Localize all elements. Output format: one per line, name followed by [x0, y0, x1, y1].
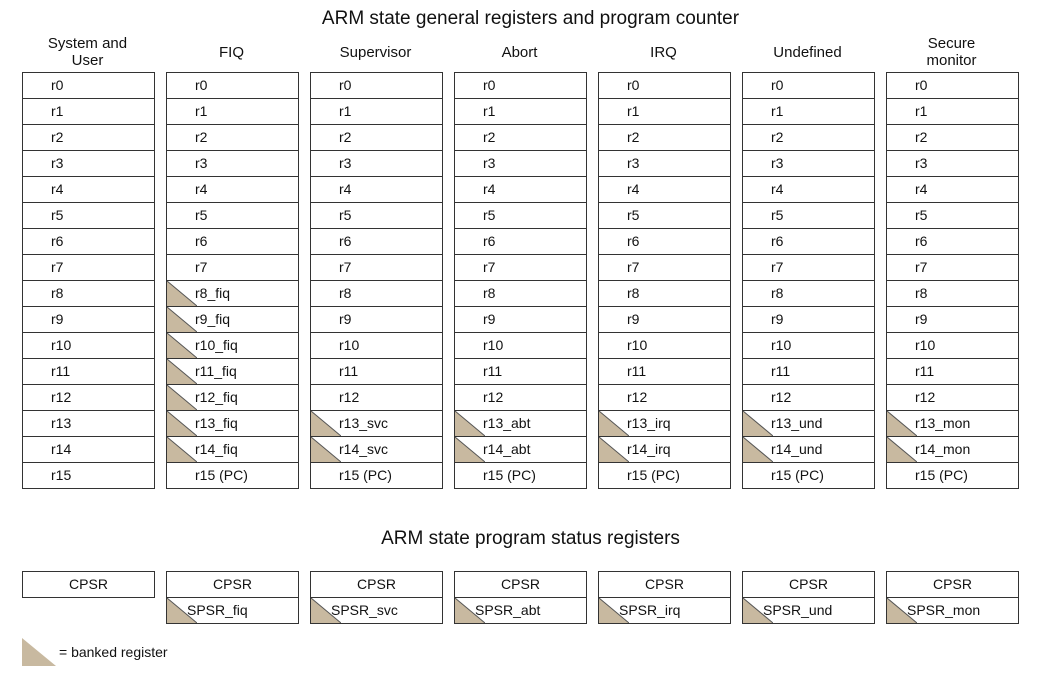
status-register-cell-label: SPSR_fiq [187, 602, 248, 618]
register-cell [167, 437, 298, 463]
status-register-cell [167, 598, 298, 624]
register-cell [23, 151, 154, 177]
register-cell [455, 333, 586, 359]
register-cell [887, 73, 1018, 99]
status-register-cell-label: CPSR [789, 576, 828, 592]
register-cell-label: r14_mon [915, 441, 971, 457]
status-register-cell [311, 598, 442, 624]
register-cell [23, 125, 154, 151]
register-cell-label: r1 [339, 103, 352, 119]
register-cell [455, 463, 586, 489]
register-cell [743, 151, 874, 177]
register-cell [311, 125, 442, 151]
status-registers-title: ARM state program status registers [381, 528, 680, 549]
register-cell-label: r1 [771, 103, 784, 119]
banked-triangle-icon [22, 638, 56, 666]
register-cell-label: r3 [51, 155, 64, 171]
register-cell [743, 359, 874, 385]
status-register-stack [742, 571, 875, 624]
mode-header: Secure monitor [926, 35, 977, 69]
mode-header: Undefined [773, 43, 842, 61]
register-cell-label: r5 [483, 207, 496, 223]
register-cell [167, 411, 298, 437]
register-cell [311, 177, 442, 203]
register-cell-label: r4 [915, 181, 928, 197]
register-cell-label: r3 [627, 155, 640, 171]
register-cell [23, 411, 154, 437]
register-cell-label: r10 [339, 337, 360, 353]
register-cell-label: r8 [51, 285, 64, 301]
status-register-cell-label: CPSR [69, 576, 108, 592]
status-register-cell-label: SPSR_irq [619, 602, 681, 618]
banked-triangle-icon [167, 333, 197, 358]
status-register-cell [887, 598, 1018, 624]
register-cell [887, 255, 1018, 281]
status-register-cell [599, 598, 730, 624]
register-cell [167, 229, 298, 255]
register-cell [311, 203, 442, 229]
register-cell-label: r6 [483, 233, 496, 249]
status-register-stack [454, 571, 587, 624]
register-cell [743, 255, 874, 281]
register-cell [599, 411, 730, 437]
register-cell [887, 359, 1018, 385]
register-cell [743, 177, 874, 203]
status-register-cell-label: SPSR_mon [907, 602, 981, 618]
register-cell [167, 359, 298, 385]
register-cell-label: r10 [483, 337, 504, 353]
register-cell-label: r12 [483, 389, 504, 405]
register-cell-label: r6 [627, 233, 640, 249]
register-cell [455, 437, 586, 463]
register-cell-label: r15 [51, 467, 72, 483]
register-cell [599, 437, 730, 463]
status-register-cell-label: SPSR_svc [331, 602, 398, 618]
register-cell-label: r2 [195, 129, 208, 145]
register-cell [887, 203, 1018, 229]
register-cell [167, 255, 298, 281]
register-cell-label: r0 [915, 77, 928, 93]
register-cell [455, 125, 586, 151]
register-cell-label: r4 [51, 181, 64, 197]
register-cell-label: r15 (PC) [771, 467, 824, 483]
register-cell-label: r12 [339, 389, 360, 405]
register-cell [455, 99, 586, 125]
register-cell-label: r15 (PC) [339, 467, 392, 483]
register-cell [23, 281, 154, 307]
register-cell [455, 385, 586, 411]
register-cell-label: r0 [195, 77, 208, 93]
register-cell-label: r10_fiq [195, 337, 238, 353]
register-cell [311, 333, 442, 359]
register-cell [455, 411, 586, 437]
register-cell-label: r1 [483, 103, 496, 119]
register-cell-label: r13_abt [483, 415, 531, 431]
register-cell-label: r3 [771, 155, 784, 171]
register-cell-label: r9 [771, 311, 784, 327]
register-cell-label: r14_irq [627, 441, 671, 457]
register-cell-label: r12 [51, 389, 72, 405]
register-cell-label: r12 [915, 389, 936, 405]
register-cell-label: r5 [915, 207, 928, 223]
register-cell [167, 177, 298, 203]
register-cell [167, 203, 298, 229]
register-cell-label: r7 [627, 259, 640, 275]
register-cell [743, 125, 874, 151]
register-cell [311, 229, 442, 255]
register-cell-label: r7 [483, 259, 496, 275]
register-cell [311, 463, 442, 489]
status-register-cell-label: CPSR [501, 576, 540, 592]
register-cell-label: r1 [51, 103, 64, 119]
register-stack [22, 72, 155, 489]
status-register-cell-label: CPSR [213, 576, 252, 592]
mode-header: Abort [501, 43, 538, 61]
register-cell [455, 73, 586, 99]
register-cell-label: r13_fiq [195, 415, 238, 431]
register-cell [743, 463, 874, 489]
register-cell [599, 333, 730, 359]
banked-triangle-icon [311, 411, 341, 436]
register-cell-label: r8 [627, 285, 640, 301]
register-cell [887, 281, 1018, 307]
register-cell-label: r0 [51, 77, 64, 93]
register-cell-label: r8_fiq [195, 285, 231, 301]
status-register-stack [310, 571, 443, 624]
register-cell [743, 73, 874, 99]
register-cell [455, 359, 586, 385]
register-cell [455, 203, 586, 229]
register-cell [167, 151, 298, 177]
register-diagram-title: ARM state general registers and program counter [321, 8, 740, 29]
register-cell-label: r14_svc [339, 441, 389, 457]
register-cell [599, 359, 730, 385]
register-cell-label: r10 [627, 337, 648, 353]
register-stack [742, 72, 875, 489]
register-cell [167, 125, 298, 151]
register-cell [887, 437, 1018, 463]
register-cell-label: r11 [483, 363, 503, 379]
register-cell [455, 177, 586, 203]
register-cell [167, 463, 298, 489]
register-cell-label: r11 [915, 363, 935, 379]
register-cell-label: r0 [627, 77, 640, 93]
register-cell [599, 125, 730, 151]
register-cell [743, 203, 874, 229]
register-cell [23, 359, 154, 385]
register-cell-label: r15 (PC) [627, 467, 680, 483]
register-cell-label: r5 [51, 207, 64, 223]
register-stack [454, 72, 587, 489]
register-cell-label: r6 [195, 233, 208, 249]
status-register-stack [22, 571, 155, 598]
register-cell [23, 73, 154, 99]
register-cell [23, 177, 154, 203]
register-cell-label: r1 [627, 103, 640, 119]
banked-triangle-icon [887, 437, 917, 462]
register-stack [886, 72, 1019, 489]
register-cell-label: r12 [771, 389, 792, 405]
register-cell [599, 99, 730, 125]
register-cell-label: r8 [771, 285, 784, 301]
register-cell-label: r7 [195, 259, 208, 275]
register-cell [743, 437, 874, 463]
register-cell [599, 73, 730, 99]
register-cell [311, 99, 442, 125]
register-cell [23, 255, 154, 281]
register-cell [311, 359, 442, 385]
register-cell [23, 307, 154, 333]
register-cell-label: r7 [339, 259, 352, 275]
register-cell [23, 99, 154, 125]
register-cell-label: r2 [915, 129, 928, 145]
register-cell [599, 151, 730, 177]
register-cell [455, 307, 586, 333]
register-cell-label: r10 [51, 337, 72, 353]
register-cell-label: r15 (PC) [915, 467, 968, 483]
register-cell-label: r14_abt [483, 441, 531, 457]
register-cell-label: r7 [771, 259, 784, 275]
register-cell [743, 385, 874, 411]
register-cell-label: r4 [195, 181, 208, 197]
register-cell-label: r13_mon [915, 415, 971, 431]
register-cell-label: r3 [915, 155, 928, 171]
register-cell [311, 385, 442, 411]
status-register-cell [311, 572, 442, 598]
register-cell-label: r11 [51, 363, 71, 379]
register-cell-label: r14_fiq [195, 441, 238, 457]
register-cell [311, 73, 442, 99]
register-cell [743, 411, 874, 437]
register-cell [599, 307, 730, 333]
register-cell [311, 437, 442, 463]
register-cell [887, 99, 1018, 125]
register-cell [455, 255, 586, 281]
banked-triangle-icon [743, 437, 773, 462]
register-cell-label: r15 (PC) [483, 467, 536, 483]
register-cell-label: r3 [483, 155, 496, 171]
banked-triangle-icon [167, 359, 197, 384]
banked-triangle-icon [455, 437, 485, 462]
register-cell-label: r13_svc [339, 415, 389, 431]
register-cell [887, 411, 1018, 437]
register-cell-label: r13_und [771, 415, 823, 431]
register-cell [23, 333, 154, 359]
register-cell-label: r6 [51, 233, 64, 249]
register-cell [167, 385, 298, 411]
register-cell-label: r8 [483, 285, 496, 301]
register-cell-label: r7 [51, 259, 64, 275]
register-cell-label: r13 [51, 415, 72, 431]
register-cell [599, 255, 730, 281]
status-register-cell [455, 572, 586, 598]
register-cell-label: r5 [627, 207, 640, 223]
register-cell-label: r5 [339, 207, 352, 223]
register-cell-label: r8 [915, 285, 928, 301]
register-cell [743, 307, 874, 333]
register-cell-label: r8 [339, 285, 352, 301]
register-stack [598, 72, 731, 489]
register-cell [599, 229, 730, 255]
register-cell [887, 125, 1018, 151]
register-cell-label: r9 [51, 311, 64, 327]
register-cell-label: r1 [195, 103, 208, 119]
register-cell [23, 463, 154, 489]
banked-triangle-icon [167, 411, 197, 436]
register-cell [599, 203, 730, 229]
status-register-cell [599, 572, 730, 598]
status-register-cell [455, 598, 586, 624]
register-cell-label: r9 [483, 311, 496, 327]
register-cell [23, 437, 154, 463]
banked-triangle-icon [599, 411, 629, 436]
register-cell [887, 463, 1018, 489]
register-cell [167, 333, 298, 359]
register-cell [167, 281, 298, 307]
banked-triangle-icon [743, 411, 773, 436]
register-cell-label: r13_irq [627, 415, 671, 431]
register-cell [599, 385, 730, 411]
register-cell-label: r11 [627, 363, 647, 379]
register-cell-label: r6 [915, 233, 928, 249]
register-cell-label: r5 [771, 207, 784, 223]
register-cell [887, 151, 1018, 177]
status-register-stack [886, 571, 1019, 624]
register-cell-label: r11 [771, 363, 791, 379]
register-cell-label: r9_fiq [195, 311, 231, 327]
register-cell [23, 203, 154, 229]
register-cell-label: r11_fiq [195, 363, 237, 379]
register-cell-label: r6 [771, 233, 784, 249]
register-cell-label: r9 [915, 311, 928, 327]
register-cell [743, 281, 874, 307]
register-cell [455, 281, 586, 307]
register-cell-label: r4 [483, 181, 496, 197]
register-stack [310, 72, 443, 489]
register-cell [887, 333, 1018, 359]
banked-triangle-icon [455, 411, 485, 436]
register-cell [743, 229, 874, 255]
register-cell [599, 177, 730, 203]
register-cell [167, 307, 298, 333]
banked-triangle-icon [311, 437, 341, 462]
register-cell [599, 463, 730, 489]
register-cell-label: r0 [771, 77, 784, 93]
register-cell [455, 151, 586, 177]
register-cell [23, 229, 154, 255]
status-register-cell [743, 598, 874, 624]
register-cell-label: r14 [51, 441, 72, 457]
mode-header: Supervisor [339, 43, 412, 61]
register-cell-label: r11 [339, 363, 359, 379]
register-cell [743, 333, 874, 359]
register-cell-label: r2 [771, 129, 784, 145]
status-register-cell-label: CPSR [933, 576, 972, 592]
banked-triangle-icon [167, 307, 197, 332]
register-cell [887, 385, 1018, 411]
register-cell-label: r4 [339, 181, 352, 197]
banked-triangle-icon [887, 411, 917, 436]
status-register-cell [167, 572, 298, 598]
status-register-cell [887, 572, 1018, 598]
mode-header: System and User [47, 35, 128, 69]
register-cell [23, 385, 154, 411]
register-cell-label: r4 [771, 181, 784, 197]
register-cell-label: r2 [339, 129, 352, 145]
legend-label: = banked register [59, 644, 168, 660]
register-cell-label: r2 [483, 129, 496, 145]
register-cell [167, 99, 298, 125]
mode-header: FIQ [219, 43, 244, 61]
register-cell-label: r1 [915, 103, 928, 119]
register-cell [311, 151, 442, 177]
register-cell [455, 229, 586, 255]
register-cell [311, 307, 442, 333]
register-cell-label: r9 [339, 311, 352, 327]
mode-header: IRQ [650, 43, 677, 61]
status-register-stack [166, 571, 299, 624]
register-cell-label: r9 [627, 311, 640, 327]
register-cell [887, 229, 1018, 255]
status-register-cell-label: CPSR [357, 576, 396, 592]
register-cell [167, 73, 298, 99]
register-cell [599, 281, 730, 307]
register-cell-label: r12_fiq [195, 389, 238, 405]
register-cell-label: r5 [195, 207, 208, 223]
register-cell [743, 99, 874, 125]
register-cell [887, 307, 1018, 333]
register-cell-label: r6 [339, 233, 352, 249]
status-register-cell-label: CPSR [645, 576, 684, 592]
banked-triangle-icon [167, 385, 197, 410]
register-cell [887, 177, 1018, 203]
register-cell [311, 255, 442, 281]
register-cell-label: r14_und [771, 441, 823, 457]
register-cell-label: r15 (PC) [195, 467, 248, 483]
legend [22, 638, 168, 666]
register-stack [166, 72, 299, 489]
register-cell-label: r4 [627, 181, 640, 197]
register-cell-label: r10 [915, 337, 936, 353]
register-cell-label: r7 [915, 259, 928, 275]
register-cell-label: r12 [627, 389, 648, 405]
banked-triangle-icon [599, 437, 629, 462]
status-register-cell [23, 572, 154, 598]
register-cell-label: r0 [483, 77, 496, 93]
status-register-cell [743, 572, 874, 598]
status-register-stack [598, 571, 731, 624]
register-cell-label: r0 [339, 77, 352, 93]
register-cell-label: r3 [195, 155, 208, 171]
status-register-cell-label: SPSR_und [763, 602, 833, 618]
banked-triangle-icon [167, 281, 197, 306]
register-cell-label: r2 [627, 129, 640, 145]
banked-triangle-icon [167, 437, 197, 462]
register-cell-label: r3 [339, 155, 352, 171]
register-cell-label: r2 [51, 129, 64, 145]
register-cell-label: r10 [771, 337, 792, 353]
register-cell [311, 281, 442, 307]
register-cell [311, 411, 442, 437]
status-register-cell-label: SPSR_abt [475, 602, 541, 618]
